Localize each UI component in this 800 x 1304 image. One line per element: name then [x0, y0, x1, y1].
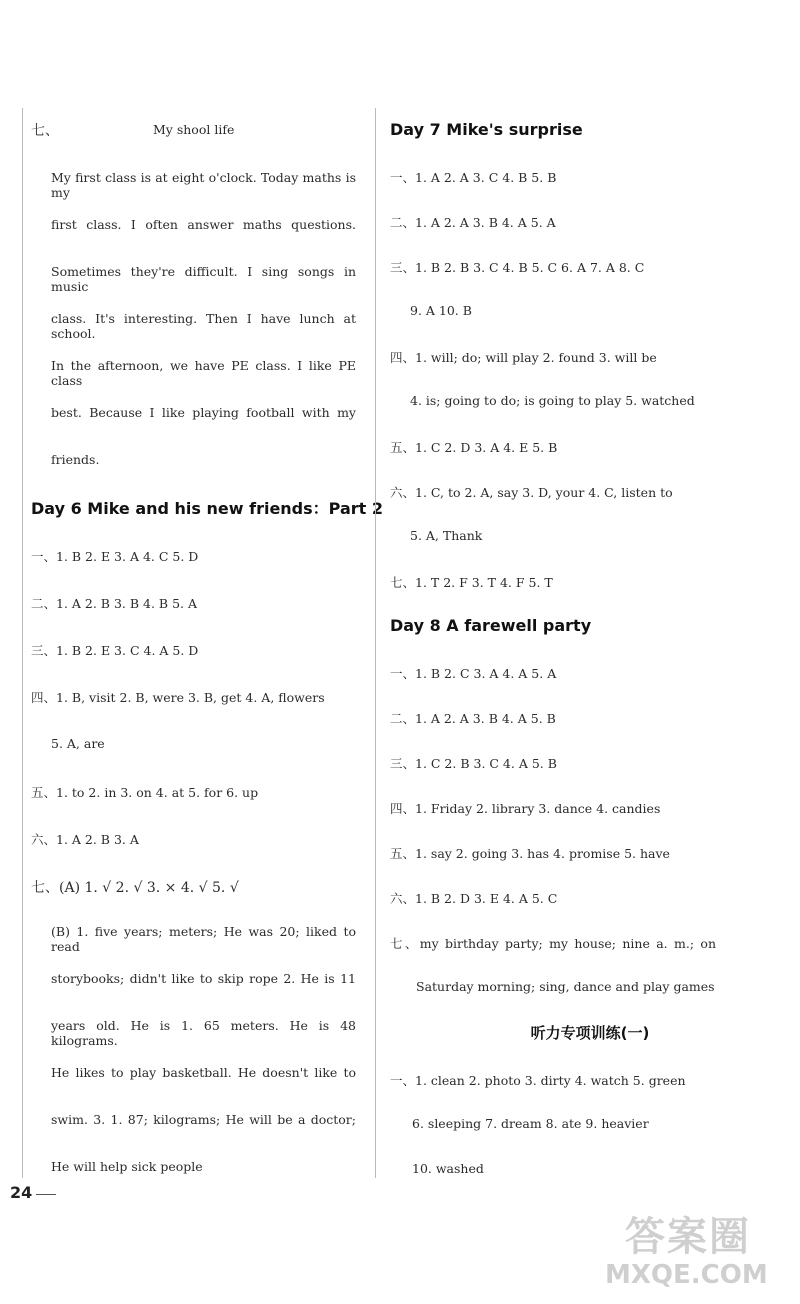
answer-line: 六、1. B 2. D 3. E 4. A 5. C [390, 891, 558, 906]
left-column [22, 108, 383, 1178]
answer-line: 五、1. C 2. D 3. A 4. E 5. B [390, 440, 558, 455]
answer-line: 三、1. C 2. B 3. C 4. A 5. B [390, 756, 557, 771]
watermark-logo [585, 1205, 785, 1300]
answer-line: 一、1. B 2. C 3. A 4. A 5. A [390, 666, 557, 681]
answer-line: 七、1. T 2. F 3. T 4. F 5. T [390, 575, 553, 590]
essay-line: friends. [51, 452, 100, 467]
answer-line: He likes to play basketball. He doesn't like to [51, 1065, 356, 1080]
answer-line: 七、(A) 1. √ 2. √ 3. × 4. √ 5. √ [31, 880, 239, 896]
essay-line: class. It's interesting. Then I have lunch at school. [51, 311, 356, 341]
answer-line: 4. is; going to do; is going to play 5. watched [410, 393, 695, 408]
day6-heading: Day 6 Mike and his new friends：Part 2 [31, 499, 383, 518]
watermark-url: MXQE.COM [605, 1260, 768, 1290]
essay-line: Sometimes they're difficult. I sing songs in music [51, 264, 356, 294]
page-number-rule [36, 1194, 56, 1195]
answer-line: 三、1. B 2. B 3. C 4. B 5. C 6. A 7. A 8. C [390, 260, 645, 275]
page-number: 24 [10, 1183, 33, 1202]
answer-line: 二、1. A 2. A 3. B 4. A 5. B [390, 711, 556, 726]
answer-line: 二、1. A 2. A 3. B 4. A 5. A [390, 215, 556, 230]
day7-heading: Day 7 Mike's surprise [390, 120, 583, 139]
answer-line: 二、1. A 2. B 3. B 4. B 5. A [31, 596, 198, 611]
answer-line: 一、1. B 2. E 3. A 4. C 5. D [31, 549, 199, 564]
section-marker: 七、 [31, 123, 59, 139]
answer-line: 七、my birthday party; my house; nine a. m.; on [390, 936, 716, 951]
answer-line: years old. He is 1. 65 meters. He is 48 kilograms. [51, 1018, 356, 1048]
answer-line: 三、1. B 2. E 3. C 4. A 5. D [31, 643, 199, 658]
answer-line: (B) 1. five years; meters; He was 20; liked to read [51, 924, 356, 954]
answer-line: Saturday morning; sing, dance and play games [416, 979, 715, 994]
answer-line: 六、1. A 2. B 3. A [31, 832, 139, 847]
answer-line: He will help sick people [51, 1159, 203, 1174]
essay-title: My shool life [153, 122, 235, 137]
answer-line: storybooks; didn't like to skip rope 2. He is 11 [51, 971, 356, 986]
right-column [375, 108, 786, 1178]
essay-line: first class. I often answer maths questions. [51, 217, 356, 232]
watermark-text: 答案圈 [625, 1214, 751, 1260]
listening-heading: 听力专项训练(一) [530, 1024, 650, 1042]
answer-line: 四、1. will; do; will play 2. found 3. will be [390, 350, 657, 365]
answer-line: 四、1. B, visit 2. B, were 3. B, get 4. A, flowers [31, 690, 325, 705]
answer-line: swim. 3. 1. 87; kilograms; He will be a doctor; [51, 1112, 356, 1127]
essay-line: My first class is at eight o'clock. Today maths is my [51, 170, 356, 200]
answer-line: 一、1. clean 2. photo 3. dirty 4. watch 5. green [390, 1073, 686, 1088]
answer-line: 10. washed [412, 1161, 484, 1176]
essay-line: best. Because I like playing football with my [51, 405, 356, 420]
answer-line: 五、1. to 2. in 3. on 4. at 5. for 6. up [31, 785, 259, 800]
answer-line: 五、1. say 2. going 3. has 4. promise 5. have [390, 846, 670, 861]
answer-line: 5. A, are [51, 736, 105, 751]
answer-line: 一、1. A 2. A 3. C 4. B 5. B [390, 170, 557, 185]
answer-line: 六、1. C, to 2. A, say 3. D, your 4. C, listen to [390, 485, 673, 500]
answer-line: 9. A 10. B [410, 303, 472, 318]
day8-heading: Day 8 A farewell party [390, 616, 592, 635]
answer-line: 5. A, Thank [410, 528, 483, 543]
answer-line: 6. sleeping 7. dream 8. ate 9. heavier [412, 1116, 649, 1131]
answer-line: 四、1. Friday 2. library 3. dance 4. candies [390, 801, 661, 816]
essay-line: In the afternoon, we have PE class. I like PE class [51, 358, 356, 388]
